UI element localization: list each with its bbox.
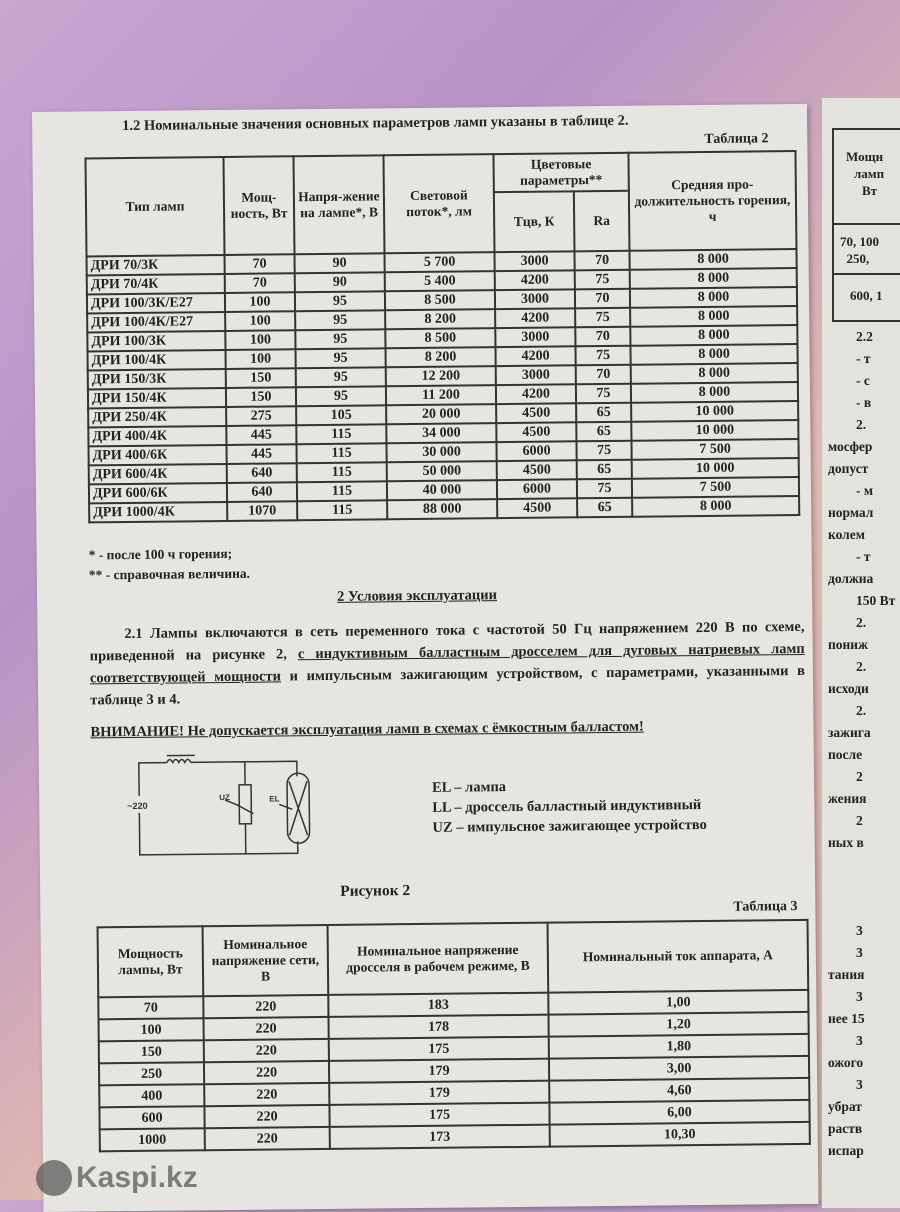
- table-cell: 10,30: [550, 1122, 810, 1147]
- right-text-line: 2: [856, 769, 863, 784]
- right-text-line: ных в: [828, 835, 864, 850]
- legend-uz: UZ – импульсное зажигающее устройство: [432, 816, 707, 836]
- table-cell: 100: [99, 1018, 204, 1041]
- right-text-line: ожого: [828, 1055, 864, 1070]
- table-cell: 4,60: [549, 1078, 809, 1103]
- footnote-1: * - после 100 ч горения;: [88, 545, 233, 563]
- table-cell: ДРИ 600/6К: [89, 483, 227, 503]
- right-text-line: 3: [856, 1033, 863, 1048]
- table-cell: ДРИ 150/3К: [88, 369, 226, 389]
- right-header-text: Мощн: [846, 149, 884, 164]
- table-cell: 8 000: [630, 306, 797, 327]
- table-cell: ДРИ 70/3К: [87, 255, 225, 275]
- table-cell: 100: [225, 292, 295, 312]
- right-text-line: убрат: [828, 1099, 862, 1114]
- table-cell: 70: [576, 365, 631, 385]
- cell-text: 70, 100: [840, 234, 879, 249]
- table-cell: 50 000: [387, 461, 497, 481]
- table-cell: ДРИ 100/3К/Е27: [87, 293, 225, 313]
- table-cell: 445: [226, 444, 296, 464]
- table-cell: 8 000: [630, 268, 797, 289]
- warning-text: ВНИМАНИЕ! Не допускается эксплуатация ламп в схемах с ёмкостным балластом!: [90, 718, 644, 741]
- col-voltage: Напря-жение на лампе*, В: [293, 155, 384, 254]
- table-cell: ДРИ 400/6К: [89, 445, 227, 465]
- table-cell: 95: [295, 291, 385, 311]
- table-cell: 150: [99, 1040, 204, 1063]
- table-cell: 178: [328, 1015, 548, 1039]
- table-2: [84, 150, 800, 523]
- table-cell: 75: [577, 479, 632, 499]
- right-text-line: 2.2: [856, 329, 873, 344]
- table-cell: 8 000: [629, 249, 796, 270]
- right-cell: 600, 1: [850, 288, 883, 303]
- table-cell: 70: [225, 273, 295, 293]
- table-cell: 20 000: [386, 404, 496, 424]
- right-text-line: - с: [856, 373, 870, 388]
- table-cell: 75: [576, 441, 631, 461]
- right-text-line: [828, 854, 895, 876]
- table-cell: 65: [576, 403, 631, 423]
- right-text-line: нее 15: [828, 1011, 865, 1026]
- table-cell: 8 200: [385, 309, 495, 329]
- table-cell: ДРИ 150/4К: [88, 388, 226, 408]
- table-cell: 115: [296, 443, 386, 463]
- table-cell: 8 200: [385, 347, 495, 367]
- kaspi-watermark: [36, 1160, 198, 1196]
- right-text-line: 150 Вт: [856, 593, 896, 608]
- document-page: [32, 104, 818, 1212]
- table2-caption: Таблица 2: [704, 131, 769, 147]
- table-cell: 8 000: [630, 287, 797, 308]
- inductor-icon: [167, 759, 191, 762]
- table-cell: 95: [296, 367, 386, 387]
- table-cell: 179: [329, 1081, 549, 1105]
- right-text-line: [828, 876, 895, 898]
- table-cell: 95: [295, 329, 385, 349]
- table-cell: 4500: [497, 498, 577, 518]
- table-cell: 5 700: [384, 252, 494, 272]
- table-cell: 8 500: [385, 290, 495, 310]
- table-cell: ДРИ 70/4К: [87, 274, 225, 294]
- circuit-diagram: [127, 749, 328, 861]
- voltage-label: ~220: [127, 800, 148, 812]
- table-cell: 95: [295, 310, 385, 330]
- table-cell: 70: [575, 327, 630, 347]
- table-cell: 70: [575, 289, 630, 309]
- table-cell: 10 000: [631, 420, 798, 441]
- table-cell: 1070: [227, 501, 297, 521]
- legend-el: EL – лампа: [432, 779, 507, 796]
- table-cell: 65: [577, 460, 632, 480]
- table-cell: 100: [226, 349, 296, 369]
- table-cell: 30 000: [386, 442, 496, 462]
- right-text-line: раств: [828, 1121, 863, 1136]
- table-cell: ДРИ 100/3К: [87, 331, 225, 351]
- table-cell: 8 000: [630, 344, 797, 365]
- legend-ll: LL – дроссель балластный индуктивный: [432, 797, 702, 816]
- table-cell: 173: [330, 1125, 550, 1149]
- table-cell: 3000: [494, 251, 574, 271]
- right-text-line: - м: [856, 483, 874, 498]
- table-cell: 90: [295, 253, 385, 273]
- table-cell: 115: [297, 500, 387, 520]
- col-tcv: Тцв, К: [494, 191, 575, 252]
- watermark-text: Kaspi.kz: [76, 1161, 198, 1194]
- table-cell: 75: [576, 384, 631, 404]
- right-text-line: 2.: [856, 703, 867, 718]
- table-cell: ДРИ 1000/4К: [89, 502, 227, 522]
- col-network-voltage: Номинальное напряжение сети, В: [203, 925, 329, 996]
- para-underlined: с индуктивным балластным дросселем для дуговых натриевых ламп соответствующей мощности: [89, 640, 805, 687]
- table-cell: 4200: [495, 346, 575, 366]
- table-cell: 220: [204, 1083, 329, 1106]
- table-cell: 600: [99, 1106, 204, 1129]
- table-cell: 4500: [496, 403, 576, 423]
- table-cell: 115: [297, 462, 387, 482]
- col-choke-voltage: Номинальное напряжение дросселя в рабочем режиме, В: [328, 923, 549, 995]
- table-cell: 34 000: [386, 423, 496, 443]
- section-title: 2 Условия эксплуатации: [337, 587, 497, 605]
- right-text-line: - в: [856, 395, 872, 410]
- table-cell: 640: [227, 463, 297, 483]
- table-cell: 1,00: [548, 990, 808, 1015]
- col-power: Мощ-ность, Вт: [223, 156, 294, 255]
- table-cell: 70: [225, 254, 295, 274]
- table-cell: 400: [99, 1084, 204, 1107]
- right-text-line: [828, 898, 895, 920]
- table-cell: 179: [329, 1059, 549, 1083]
- intro-text: 1.2 Номинальные значения основных параметров ламп указаны в таблице 2.: [122, 112, 629, 135]
- table-cell: 115: [297, 481, 387, 501]
- table-cell: 65: [577, 498, 632, 518]
- right-text-line: 2.: [856, 417, 867, 432]
- table-cell: 4500: [496, 422, 576, 442]
- table-cell: 115: [296, 424, 386, 444]
- table-cell: 445: [226, 425, 296, 445]
- footnote-2: ** - справочная величина.: [88, 565, 251, 583]
- table-cell: 12 200: [386, 366, 496, 386]
- right-text-line: 3: [856, 1077, 863, 1092]
- table-cell: ДРИ 100/4К/Е27: [87, 312, 225, 332]
- table-cell: 220: [204, 1039, 329, 1062]
- col-current: Номинальный ток аппарата, А: [548, 920, 809, 993]
- col-flux: Световой поток*, лм: [383, 154, 494, 253]
- para-text: 2.1 Лампы включаются в сеть переменного тока с частотой 50 Гц напряжением 220 В по схеме, приведенной на рисунке 2,: [89, 618, 805, 665]
- table-cell: 183: [328, 993, 548, 1017]
- figure-caption: Рисунок 2: [340, 882, 411, 900]
- igniter-icon: [239, 785, 251, 824]
- table-cell: 220: [204, 1061, 329, 1084]
- table-cell: 8 000: [632, 496, 799, 517]
- table-cell: 6000: [497, 479, 577, 499]
- table-cell: 4500: [497, 460, 577, 480]
- table-cell: 150: [226, 387, 296, 407]
- right-text-line: жения: [828, 791, 867, 806]
- col-lamp-power: Мощность лампы, Вт: [98, 926, 204, 997]
- kaspi-logo-icon: [36, 1160, 72, 1196]
- table-cell: 4200: [495, 308, 575, 328]
- right-text-line: 3: [856, 945, 863, 960]
- table-cell: 275: [226, 406, 296, 426]
- table-cell: 10 000: [631, 401, 798, 422]
- table-cell: 8 000: [631, 363, 798, 384]
- table-cell: ДРИ 250/4К: [88, 407, 226, 427]
- table-cell: ДРИ 100/4К: [88, 350, 226, 370]
- table-cell: 11 200: [386, 385, 496, 405]
- table-cell: 70: [574, 251, 629, 271]
- table-cell: ДРИ 400/4К: [88, 426, 226, 446]
- right-cell: [834, 225, 900, 275]
- table-cell: 220: [203, 1017, 328, 1040]
- table-cell: 8 000: [630, 325, 797, 346]
- right-text-line: нормал: [828, 505, 874, 520]
- table-cell: 250: [99, 1062, 204, 1085]
- right-text-line: - т: [856, 549, 871, 564]
- uz-label: UZ: [219, 792, 230, 803]
- right-text-line: 3: [856, 923, 863, 938]
- cell-text: 250,: [846, 251, 870, 266]
- table-cell: 220: [204, 1105, 329, 1128]
- right-text-line: допуст: [828, 461, 869, 476]
- right-text-line: пониж: [828, 637, 868, 652]
- table-cell: 7 500: [631, 439, 798, 460]
- table-cell: 70: [98, 996, 203, 1019]
- table-cell: 95: [296, 386, 386, 406]
- right-text-line: зажига: [828, 725, 871, 740]
- table-cell: 150: [226, 368, 296, 388]
- para-text-end: и импульсным зажигающим устройством, с параметрами, указанными в таблице 3 и 4.: [90, 662, 805, 709]
- right-text-line: 2: [856, 813, 863, 828]
- table-cell: 7 500: [632, 477, 799, 498]
- table-3: [97, 919, 811, 1152]
- table-cell: 220: [203, 995, 328, 1018]
- table-cell: 6,00: [549, 1100, 809, 1125]
- table-cell: 175: [329, 1037, 549, 1061]
- right-text-line: 2.: [856, 659, 867, 674]
- table-cell: 175: [329, 1103, 549, 1127]
- right-text-line: после: [828, 747, 863, 762]
- col-ra: Ra: [574, 191, 630, 252]
- right-text-line: должна: [828, 571, 874, 586]
- table-cell: 10 000: [632, 458, 799, 479]
- col-color: Цветовые параметры**: [493, 153, 628, 192]
- paragraph-2-1: [89, 616, 805, 711]
- table-cell: ДРИ 600/4К: [89, 464, 227, 484]
- table-cell: 6000: [496, 441, 576, 461]
- adjacent-page: [822, 98, 900, 1208]
- table-cell: 3000: [495, 289, 575, 309]
- table-cell: 75: [575, 346, 630, 366]
- table-cell: 65: [576, 422, 631, 442]
- right-text-line: мосфер: [828, 439, 873, 454]
- right-text-line: - т: [856, 351, 871, 366]
- table-cell: 3000: [496, 365, 576, 385]
- table-cell: 95: [295, 348, 385, 368]
- table-cell: 75: [575, 308, 630, 328]
- table3-caption: Таблица 3: [733, 899, 798, 915]
- right-text-line: исходи: [828, 681, 869, 696]
- col-type: Тип ламп: [85, 157, 224, 256]
- table-cell: 75: [575, 270, 630, 290]
- table-cell: 1,20: [548, 1012, 808, 1037]
- table-cell: 5 400: [385, 271, 495, 291]
- right-header-text: Вт: [862, 183, 878, 198]
- table-cell: 88 000: [387, 499, 497, 519]
- right-text-line: тания: [828, 967, 865, 982]
- right-text-line: испар: [828, 1143, 864, 1158]
- right-text-line: 2.: [856, 615, 867, 630]
- table-cell: 4200: [495, 270, 575, 290]
- right-text-line: 3: [856, 989, 863, 1004]
- table-cell: 1,80: [549, 1034, 809, 1059]
- table-cell: 220: [205, 1127, 330, 1150]
- right-header-text: ламп: [854, 166, 885, 181]
- table-cell: 3,00: [549, 1056, 809, 1081]
- table-cell: 40 000: [387, 480, 497, 500]
- table-cell: 8 500: [385, 328, 495, 348]
- table-cell: 4200: [496, 384, 576, 404]
- table-cell: 100: [225, 311, 295, 331]
- table-cell: 640: [227, 482, 297, 502]
- table-cell: 1000: [100, 1128, 205, 1151]
- el-label: EL: [269, 794, 280, 804]
- right-text-line: колем: [828, 527, 865, 542]
- table-cell: 90: [295, 272, 385, 292]
- table-cell: 8 000: [631, 382, 798, 403]
- table-cell: 100: [225, 330, 295, 350]
- table-cell: 105: [296, 405, 386, 425]
- col-life: Средняя про-должительность горения, ч: [628, 151, 796, 251]
- table-cell: 3000: [495, 327, 575, 347]
